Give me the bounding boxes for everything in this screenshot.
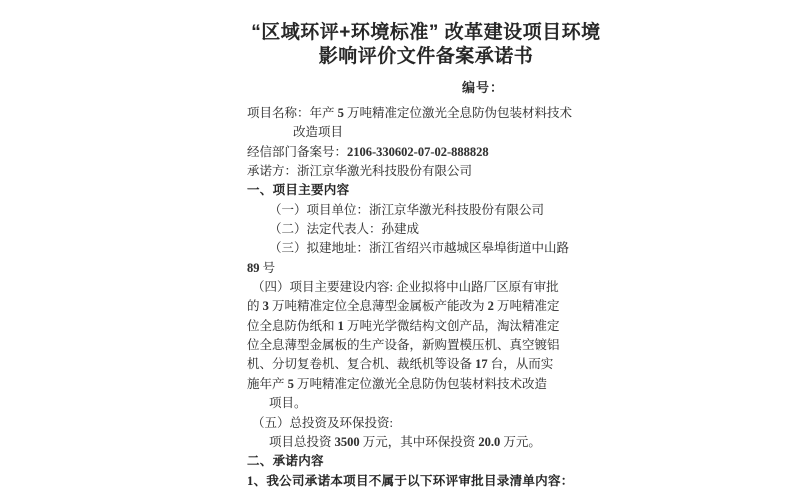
document-line: 一、项目主要内容 [247, 183, 350, 198]
document-title [240, 21, 612, 69]
document-title-line2: 影响评价文件备案承诺书 [318, 46, 534, 67]
document-line: （一）项目单位：浙江京华激光科技股份有限公司 [269, 202, 545, 217]
document-body [247, 104, 587, 490]
serial-number-label: 编号： [462, 80, 505, 95]
document-line: 施年产 5 万吨精准定位激光全息防伪包装材料技术改造 [247, 376, 548, 391]
document-line: 改造项目 [293, 125, 344, 140]
document-line: 项目总投资 3500 万元，其中环保投资 20.0 万元。 [269, 434, 541, 449]
document-line: 的 3 万吨精准定位全息薄型金属板产能改为 2 万吨精准定 [247, 299, 560, 314]
document-line: 项目名称：年产 5 万吨精准定位激光全息防伪包装材料技术 [247, 106, 573, 120]
document-line: 1、我公司承诺本项目不属于以下环评审批目录清单内容： [247, 473, 574, 488]
document-line: （五）总投资及环保投资: [252, 415, 393, 430]
document-line: （三）拟建地址：浙江省绍兴市越城区皋埠街道中山路 [269, 241, 570, 256]
document-line: 位全息薄型金属板的生产设备，新购置模压机、真空镀铝 [247, 338, 560, 353]
document-line: 位全息防伪纸和 1 万吨光学微结构文创产品，淘汰精准定 [247, 318, 560, 333]
document-line: 二、承诺内容 [247, 454, 324, 469]
document-line: （二）法定代表人：孙建成 [269, 222, 420, 237]
document-line: 承诺方：浙江京华激光科技股份有限公司 [247, 164, 473, 179]
document-line: 经信部门备案号：2106-330602-07-02-888828 [247, 144, 489, 159]
document-line: 89 号 [247, 260, 276, 275]
document-line: （四）项目主要建设内容: 企业拟将中山路厂区原有审批 [252, 280, 559, 295]
document-title-line1: “区域环评+环境标准” 改革建设项目环境 [251, 22, 601, 43]
document-line: 机、分切复卷机、复合机、裁纸机等设备 17 台，从而实 [247, 357, 554, 372]
document-line: 项目。 [269, 396, 307, 411]
